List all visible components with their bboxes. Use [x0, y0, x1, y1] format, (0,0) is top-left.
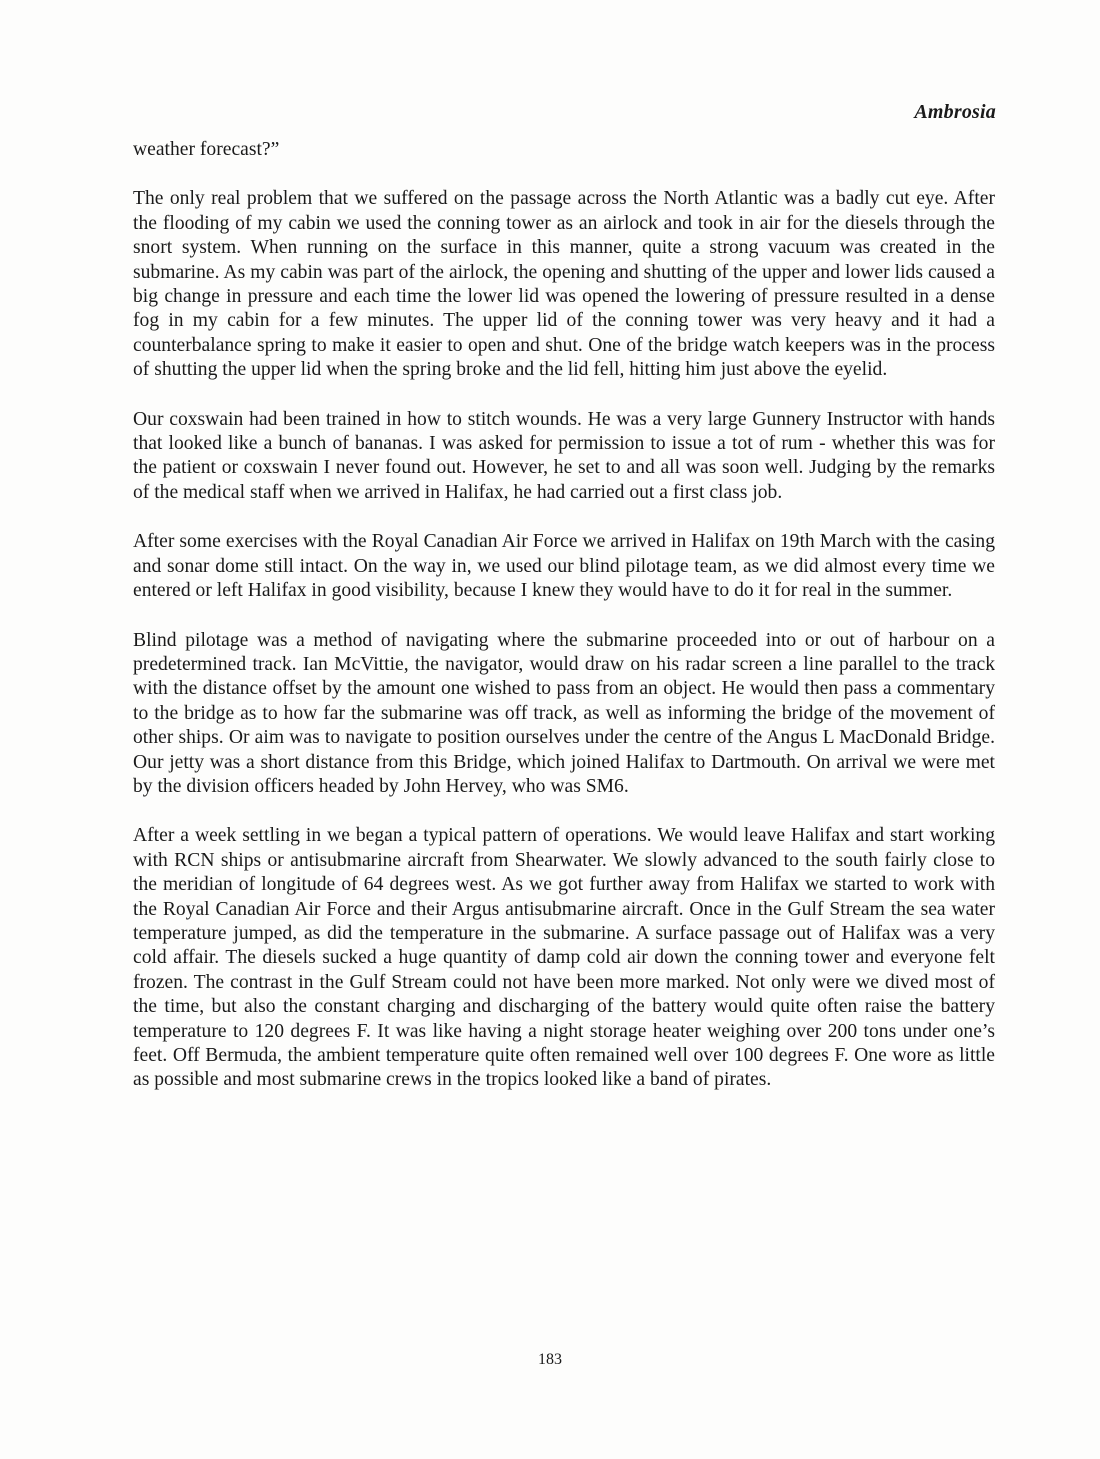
page-number: 183 — [538, 1351, 562, 1368]
paragraph-blind-pilotage: Blind pilotage was a method of navigating where the submarine proceeded into or out of harbour on a predetermined track. Ian McVittie, the navigator, would draw on his radar screen a line parallel to the track with the distance offset by the amount one wished to pass from an object. He would then pass a commentary to the bridge as to how far the submarine was off track, as well as informing the bridge of the movement of other ships. Or aim was to navigate to position ourselves under the centre of the Angus L MacDonald Bridge. Our jetty was a short distance from this Bridge, which joined Halifax to Dartmouth. On arrival we were met by the division officers headed by John Hervey, who was SM6. — [133, 629, 995, 797]
paragraph-coxswain: Our coxswain had been trained in how to stitch wounds. He was a very large Gunnery Instructor with hands that looked like a bunch of bananas. I was asked for permission to issue a tot of rum - whether this was for the patient or coxswain I never found out. However, he set to and all was soon well. Judging by the remarks of the medical staff when we arrived in Halifax, he had carried out a first class job. — [133, 408, 995, 503]
running-head-title: Ambrosia — [914, 101, 996, 123]
paragraph-arrival-halifax: After some exercises with the Royal Canadian Air Force we arrived in Halifax on 19th March with the casing and sonar dome still intact. On the way in, we used our blind pilotage team, as we did almost every time we entered or left Halifax in good visibility, because I knew they would have to do it for real in the summer. — [133, 531, 995, 602]
paragraph-continuation: weather forecast?” — [133, 139, 280, 160]
body-text — [133, 138, 995, 1118]
paragraph-operations: After a week settling in we began a typical pattern of operations. We would leave Halifax and start working with RCN ships or antisubmarine aircraft from Shearwater. We slowly advanced to the south fairly close to the meridian of longitude of 64 degrees west. As we got further away from Halifax we started to work with the Royal Canadian Air Force and their Argus antisubmarine aircraft. Once in the Gulf Stream the sea water temperature jumped, as did the temperature in the submarine. A surface passage out of Halifax was a very cold affair. The diesels sucked a huge quantity of damp cold air down the conning tower and everyone felt frozen. The contrast in the Gulf Stream could not have been more marked. Not only were we dived most of the time, but also the constant charging and discharging of the battery would quite often raise the battery temperature to 120 degrees F. It was like having a night storage heater weighing over 200 tons under one’s feet. Off Bermuda, the ambient temperature quite often remained well over 100 degrees F. One wore as little as possible and most submarine crews in the tropics looked like a band of pirates. — [133, 825, 995, 1091]
paragraph-cut-eye: The only real problem that we suffered on the passage across the North Atlantic was a badly cut eye. After the flooding of my cabin we used the conning tower as an airlock and took in air for the diesels through the snort system. When running on the surface in this manner, quite a strong vacuum was created in the submarine. As my cabin was part of the airlock, the opening and shutting of the upper and lower lids caused a big change in pressure and each time the lower lid was opened the lowering of pressure resulted in a dense fog in my cabin for a few minutes. The upper lid of the conning tower was very heavy and it had a counterbalance spring to make it easier to open and shut. One of the bridge watch keepers was in the process of shutting the upper lid when the spring broke and the lid fell, hitting him just above the eyelid. — [133, 188, 995, 381]
